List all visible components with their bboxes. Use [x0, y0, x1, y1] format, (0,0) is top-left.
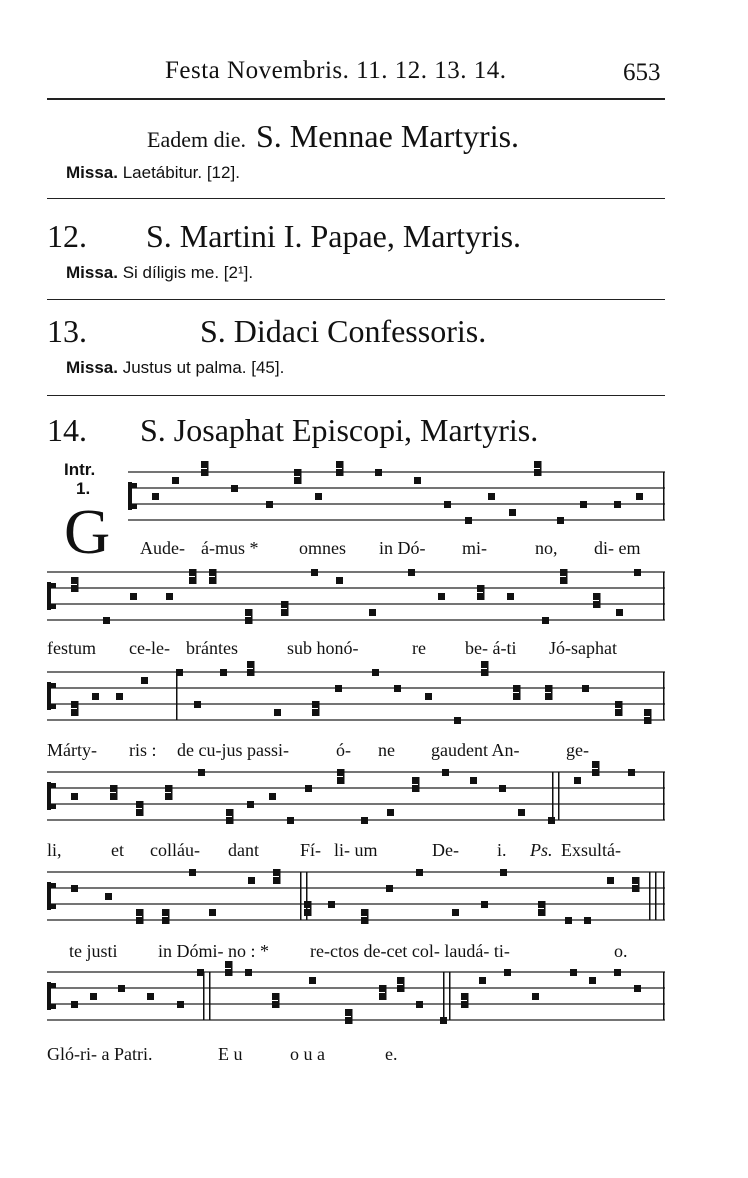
- neume-note: [247, 801, 254, 808]
- neume-note: [548, 817, 555, 824]
- neume-note: [615, 701, 622, 708]
- neume-stem: [621, 701, 623, 716]
- lyric-syllable: mi-: [462, 538, 487, 558]
- neume-note: [513, 693, 520, 700]
- neume-note: [386, 885, 393, 892]
- neume-note: [312, 701, 319, 708]
- clef-icon: [51, 1004, 56, 1009]
- feast-name: S. Didaci Confessoris.: [200, 313, 487, 349]
- neume-note: [92, 693, 99, 700]
- neume-note: [634, 569, 641, 576]
- clef-icon: [47, 682, 51, 710]
- neume-note: [509, 509, 516, 516]
- lyric-syllable: E u: [218, 1044, 243, 1064]
- neume-note: [479, 977, 486, 984]
- lyric-syllable: sub honó-: [287, 638, 359, 658]
- division-bar: [306, 872, 308, 920]
- neume-note: [165, 793, 172, 800]
- neume-note: [328, 901, 335, 908]
- neume-note: [315, 493, 322, 500]
- neume-note: [560, 569, 567, 576]
- neume-note: [136, 917, 143, 924]
- neume-note: [209, 577, 216, 584]
- neume-note: [394, 685, 401, 692]
- neume-note: [614, 969, 621, 976]
- clef-icon: [51, 583, 56, 588]
- neume-stem: [599, 593, 601, 608]
- neume-note: [274, 709, 281, 716]
- neume-note: [570, 969, 577, 976]
- neume-note: [71, 585, 78, 592]
- missa-text: Laetábitur. [12].: [122, 163, 240, 182]
- lyric-syllable: te justi: [69, 941, 118, 961]
- lyric-syllable: be- á-ti: [465, 638, 517, 658]
- neume-note: [397, 985, 404, 992]
- feast-name: S. Martini I. Papae, Martyris.: [146, 218, 522, 254]
- neume-stem: [342, 461, 344, 476]
- neume-note: [379, 985, 386, 992]
- neume-note: [574, 777, 581, 784]
- neume-note: [507, 593, 514, 600]
- neume-stem: [551, 685, 553, 700]
- lyric-syllable: o u a: [290, 1044, 325, 1064]
- neume-note: [220, 669, 227, 676]
- barline: [663, 672, 665, 720]
- neume-note: [281, 609, 288, 616]
- neume-note: [470, 777, 477, 784]
- neume-note: [532, 993, 539, 1000]
- neume-note: [136, 909, 143, 916]
- lyric-syllable: in Dómi- no : *: [158, 941, 269, 961]
- neume-note: [361, 817, 368, 824]
- neume-note: [372, 669, 379, 676]
- clef-icon: [132, 483, 137, 488]
- neume-note: [311, 569, 318, 576]
- missa-text: Justus ut palma. [45].: [122, 358, 285, 377]
- neume-note: [560, 577, 567, 584]
- clef-icon: [51, 604, 56, 609]
- neume-note: [162, 909, 169, 916]
- barline: [663, 872, 665, 920]
- missa-label: Missa.: [66, 163, 118, 182]
- lyric-syllable: Aude-: [140, 538, 185, 558]
- neume-note: [580, 501, 587, 508]
- neume-stem: [231, 961, 233, 976]
- lyric-syllable: brántes: [186, 638, 238, 658]
- neume-note: [412, 777, 419, 784]
- neume-note: [632, 877, 639, 884]
- neume-note: [534, 469, 541, 476]
- neume-note: [592, 761, 599, 768]
- missa-label: Missa.: [66, 358, 118, 377]
- neume-note: [166, 593, 173, 600]
- neume-note: [614, 501, 621, 508]
- neume-note: [542, 617, 549, 624]
- lyric-syllable: á-mus *: [201, 538, 259, 558]
- neume-note: [136, 809, 143, 816]
- introit-mode: 1.: [76, 479, 91, 498]
- neume-note: [589, 977, 596, 984]
- neume-stem: [251, 609, 253, 624]
- neume-note: [248, 877, 255, 884]
- neume-stem: [207, 461, 209, 476]
- neume-note: [416, 1001, 423, 1008]
- neume-note: [336, 469, 343, 476]
- neume-note: [616, 609, 623, 616]
- lyric-syllable: Jó-saphat: [549, 638, 617, 658]
- neume-note: [71, 793, 78, 800]
- division-bar: [443, 972, 445, 1020]
- feast-number: 13.: [47, 313, 87, 349]
- division-bar: [552, 772, 554, 820]
- missa-text: Si díligis me. [2¹].: [122, 263, 254, 282]
- neume-stem: [487, 661, 489, 676]
- lyric-syllable: colláu-: [150, 840, 200, 860]
- neume-note: [369, 609, 376, 616]
- neume-note: [118, 985, 125, 992]
- neume-stem: [351, 1009, 353, 1024]
- page-number: 653: [623, 59, 661, 86]
- neume-note: [593, 601, 600, 608]
- neume-note: [201, 461, 208, 468]
- neume-note: [177, 1001, 184, 1008]
- neume-stem: [467, 993, 469, 1008]
- neume-note: [534, 461, 541, 468]
- clef-icon: [51, 683, 56, 688]
- clef-icon: [51, 804, 56, 809]
- neume-stem: [232, 809, 234, 824]
- neume-note: [189, 869, 196, 876]
- neume-note: [245, 609, 252, 616]
- feast-name: S. Mennae Martyris.: [255, 118, 520, 154]
- division-bar: [209, 972, 211, 1020]
- neume-note: [632, 885, 639, 892]
- neume-stem: [519, 685, 521, 700]
- neume-stem: [77, 701, 79, 716]
- feast-name: S. Josaphat Episcopi, Martyris.: [140, 412, 539, 448]
- neume-note: [416, 869, 423, 876]
- neume-note: [130, 593, 137, 600]
- neume-note: [273, 877, 280, 884]
- introit-abbrev: Intr.: [64, 460, 96, 479]
- division-bar: [449, 972, 451, 1020]
- barline: [663, 572, 665, 620]
- initial-letter: G: [64, 496, 111, 567]
- lyric-syllable: li- um: [334, 840, 378, 860]
- clef-icon: [51, 783, 56, 788]
- clef-icon: [51, 983, 56, 988]
- lyric-syllable: dant: [228, 840, 259, 860]
- neume-note: [412, 785, 419, 792]
- neume-stem: [77, 577, 79, 592]
- neume-note: [294, 477, 301, 484]
- lyric-syllable: li,: [47, 840, 62, 860]
- neume-note: [593, 593, 600, 600]
- clef-icon: [128, 482, 132, 510]
- neume-note: [336, 577, 343, 584]
- lyric-syllable: re: [412, 638, 426, 658]
- neume-note: [162, 917, 169, 924]
- neume-note: [518, 809, 525, 816]
- neume-note: [294, 469, 301, 476]
- neume-note: [201, 469, 208, 476]
- lyric-syllable: re-ctos de-cet col- laudá- ti-: [310, 941, 510, 961]
- lyric-syllable: ó-: [336, 740, 351, 760]
- lyric-syllable: ce-le-: [129, 638, 170, 658]
- neume-note: [538, 901, 545, 908]
- neume-note: [226, 809, 233, 816]
- neume-note: [481, 901, 488, 908]
- neume-stem: [598, 761, 600, 776]
- running-title: Festa Novembris. 11. 12. 13. 14.: [165, 57, 507, 84]
- neume-stem: [300, 469, 302, 484]
- neume-note: [461, 1001, 468, 1008]
- neume-stem: [142, 801, 144, 816]
- lyric-syllable: gaudent An-: [431, 740, 520, 760]
- lyric-syllable: i.: [497, 840, 507, 860]
- neume-note: [481, 669, 488, 676]
- neume-stem: [195, 569, 197, 584]
- neume-note: [442, 769, 449, 776]
- neume-note: [226, 817, 233, 824]
- neume-note: [335, 685, 342, 692]
- neume-stem: [116, 785, 118, 800]
- neume-note: [557, 517, 564, 524]
- division-bar: [558, 772, 560, 820]
- neume-note: [477, 593, 484, 600]
- clef-icon: [51, 904, 56, 909]
- neume-note: [500, 869, 507, 876]
- neume-note: [189, 569, 196, 576]
- neume-note: [287, 817, 294, 824]
- neume-note: [152, 493, 159, 500]
- clef-icon: [51, 883, 56, 888]
- neume-note: [465, 517, 472, 524]
- neume-note: [105, 893, 112, 900]
- division-bar: [176, 672, 178, 720]
- neume-stem: [278, 993, 280, 1008]
- neume-note: [345, 1009, 352, 1016]
- neume-note: [136, 801, 143, 808]
- clef-icon: [47, 982, 51, 1010]
- neume-stem: [483, 585, 485, 600]
- neume-note: [312, 709, 319, 716]
- barline: [663, 972, 665, 1020]
- lyric-syllable: festum: [47, 638, 96, 658]
- neume-note: [198, 769, 205, 776]
- neume-note: [272, 1001, 279, 1008]
- neume-note: [165, 785, 172, 792]
- lyric-syllable: in Dó-: [379, 538, 426, 558]
- neume-stem: [168, 909, 170, 924]
- neume-note: [266, 501, 273, 508]
- lyric-syllable: ris :: [129, 740, 157, 760]
- neume-note: [607, 877, 614, 884]
- neume-note: [110, 793, 117, 800]
- neume-stem: [385, 985, 387, 1000]
- neume-note: [545, 693, 552, 700]
- neume-note: [273, 869, 280, 876]
- neume-note: [71, 1001, 78, 1008]
- neume-note: [461, 993, 468, 1000]
- neume-note: [269, 793, 276, 800]
- neume-note: [375, 469, 382, 476]
- neume-note: [147, 993, 154, 1000]
- neume-note: [309, 977, 316, 984]
- neume-note: [504, 969, 511, 976]
- lyric-syllable: omnes: [299, 538, 346, 558]
- neume-note: [209, 909, 216, 916]
- neume-stem: [215, 569, 217, 584]
- neume-note: [189, 577, 196, 584]
- neume-note: [444, 501, 451, 508]
- neume-note: [499, 785, 506, 792]
- feast-number: 14.: [47, 412, 87, 448]
- neume-stem: [544, 901, 546, 916]
- neume-stem: [650, 709, 652, 724]
- neume-note: [361, 909, 368, 916]
- neume-note: [538, 909, 545, 916]
- lyric-syllable: Márty-: [47, 740, 97, 760]
- lyric-syllable: ge-: [566, 740, 589, 760]
- neume-note: [387, 809, 394, 816]
- neume-note: [225, 961, 232, 968]
- clef-icon: [51, 704, 56, 709]
- neume-note: [477, 585, 484, 592]
- lyric-syllable: o.: [614, 941, 628, 961]
- neume-note: [414, 477, 421, 484]
- division-bar: [203, 972, 205, 1020]
- barline: [663, 772, 665, 820]
- neume-stem: [418, 777, 420, 792]
- neume-note: [71, 709, 78, 716]
- neume-note: [116, 693, 123, 700]
- neume-note: [71, 701, 78, 708]
- neume-stem: [171, 785, 173, 800]
- lyric-syllable: di- em: [594, 538, 641, 558]
- neume-stem: [566, 569, 568, 584]
- neume-note: [247, 669, 254, 676]
- division-bar: [655, 872, 657, 920]
- lyric-syllable: no,: [535, 538, 558, 558]
- neume-note: [345, 1017, 352, 1024]
- feast-prefix: Eadem die.: [147, 127, 246, 152]
- neume-note: [425, 693, 432, 700]
- clef-icon: [47, 882, 51, 910]
- lyric-syllable: Fí-: [300, 840, 322, 860]
- missa-label: Missa.: [66, 263, 118, 282]
- barline: [663, 472, 665, 520]
- neume-note: [305, 785, 312, 792]
- neume-note: [209, 569, 216, 576]
- neume-note: [245, 617, 252, 624]
- division-bar: [649, 872, 651, 920]
- neume-note: [565, 917, 572, 924]
- neume-stem: [403, 977, 405, 992]
- neume-note: [245, 969, 252, 976]
- neume-note: [452, 909, 459, 916]
- neume-note: [584, 917, 591, 924]
- neume-note: [225, 969, 232, 976]
- neume-note: [454, 717, 461, 724]
- lyric-syllable: Ps.: [530, 840, 553, 860]
- neume-note: [408, 569, 415, 576]
- neume-note: [194, 701, 201, 708]
- neume-note: [281, 601, 288, 608]
- neume-note: [379, 993, 386, 1000]
- clef-icon: [132, 504, 137, 509]
- neume-stem: [142, 909, 144, 924]
- lyric-syllable: de cu-jus passi-: [177, 740, 289, 760]
- neume-note: [636, 493, 643, 500]
- neume-stem: [540, 461, 542, 476]
- lyric-syllable: Exsultá-: [561, 840, 621, 860]
- neume-note: [438, 593, 445, 600]
- neume-note: [615, 709, 622, 716]
- neume-note: [247, 661, 254, 668]
- neume-note: [71, 577, 78, 584]
- neume-stem: [638, 877, 640, 892]
- feast-number: 12.: [47, 218, 87, 254]
- neume-note: [488, 493, 495, 500]
- neume-stem: [343, 769, 345, 784]
- neume-note: [397, 977, 404, 984]
- neume-note: [141, 677, 148, 684]
- neume-note: [513, 685, 520, 692]
- neume-note: [592, 769, 599, 776]
- neume-stem: [287, 601, 289, 616]
- neume-note: [197, 969, 204, 976]
- neume-note: [644, 709, 651, 716]
- neume-stem: [253, 661, 255, 676]
- neume-stem: [279, 869, 281, 884]
- neume-note: [231, 485, 238, 492]
- lyric-syllable: ne: [378, 740, 395, 760]
- lyric-syllable: De-: [432, 840, 459, 860]
- neume-note: [628, 769, 635, 776]
- neume-note: [110, 785, 117, 792]
- neume-note: [272, 993, 279, 1000]
- neume-note: [90, 993, 97, 1000]
- neume-stem: [310, 901, 312, 916]
- division-bar: [300, 872, 302, 920]
- neume-note: [545, 685, 552, 692]
- neume-note: [337, 777, 344, 784]
- neume-note: [634, 985, 641, 992]
- neume-note: [172, 477, 179, 484]
- clef-icon: [47, 582, 51, 610]
- neume-note: [644, 717, 651, 724]
- clef-icon: [47, 782, 51, 810]
- lyric-syllable: e.: [385, 1044, 398, 1064]
- neume-note: [582, 685, 589, 692]
- neume-note: [481, 661, 488, 668]
- neume-stem: [367, 909, 369, 924]
- neume-note: [337, 769, 344, 776]
- lyric-syllable: Gló-ri- a Patri.: [47, 1044, 153, 1064]
- neume-note: [336, 461, 343, 468]
- neume-note: [71, 885, 78, 892]
- neume-stem: [318, 701, 320, 716]
- neume-note: [361, 917, 368, 924]
- lyric-syllable: et: [111, 840, 124, 860]
- neume-note: [103, 617, 110, 624]
